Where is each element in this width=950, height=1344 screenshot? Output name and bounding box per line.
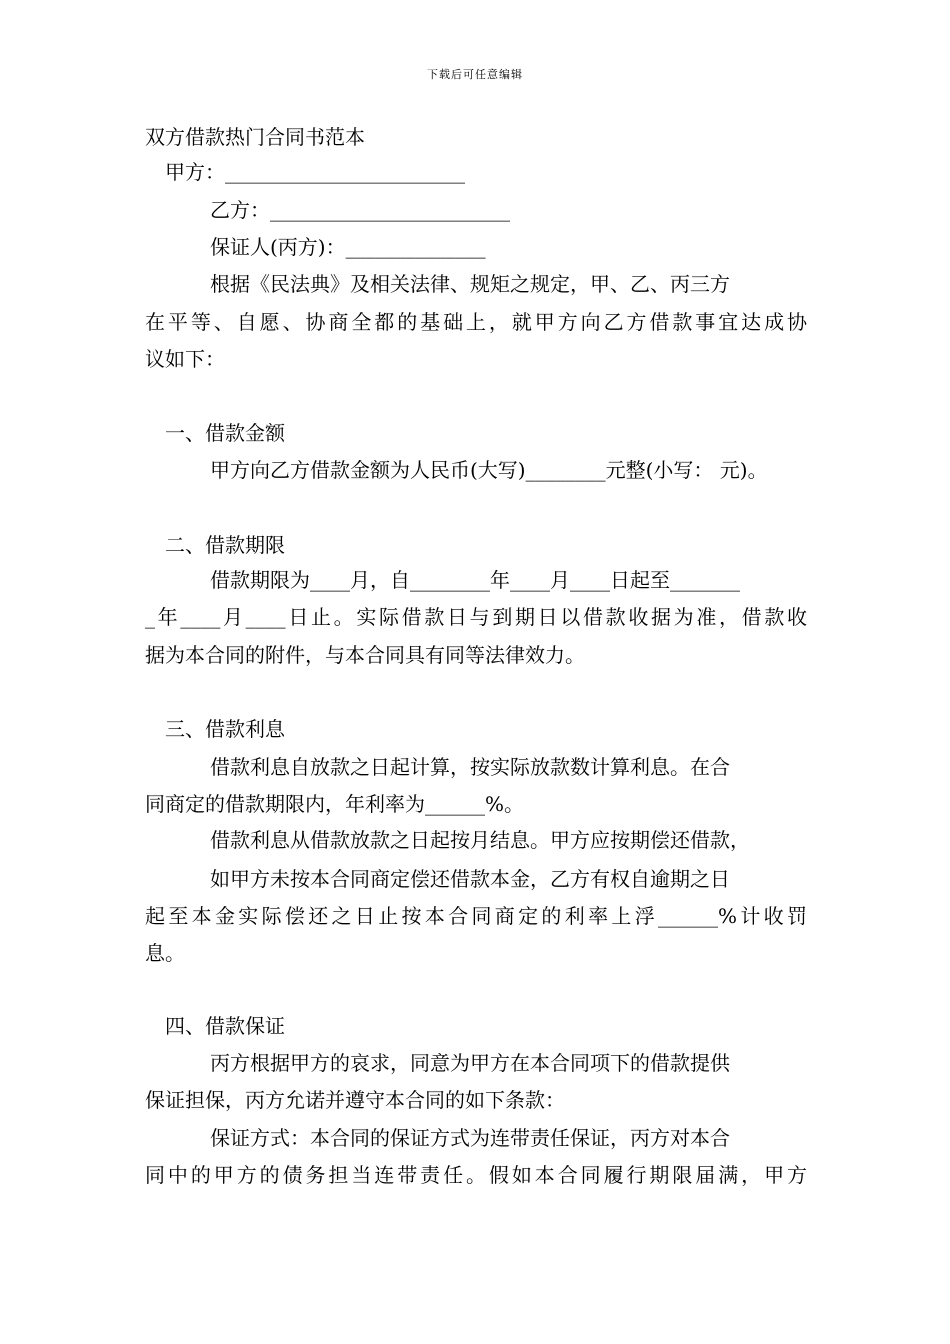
- paragraph-line: 同中的甲方的债务担当连带责任。假如本合同履行期限届满，甲方: [145, 1163, 807, 1187]
- paragraph-line: 息。: [145, 941, 185, 965]
- section-heading: 四、借款保证: [165, 1014, 285, 1038]
- paragraph-line: 同商定的借款期限内，年利率为______%。: [145, 792, 525, 816]
- paragraph-line: _年____月____日止。实际借款日与到期日以借款收据为准，借款收: [145, 605, 807, 629]
- guarantor-line: 保证人(丙方)：______________: [210, 235, 486, 259]
- intro-line: 在平等、自愿、协商全都的基础上，就甲方向乙方借款事宜达成协: [145, 310, 807, 334]
- paragraph-line: 起至本金实际偿还之日止按本合同商定的利率上浮______%计收罚: [145, 904, 807, 928]
- paragraph-line: 借款期限为____月，自________年____月____日起至_______: [210, 568, 740, 592]
- paragraph-line: 甲方向乙方借款金额为人民币(大写)________元整(小写： 元)。: [210, 458, 768, 482]
- paragraph-line: 保证方式：本合同的保证方式为连带责任保证，丙方对本合: [210, 1126, 730, 1150]
- paragraph-line: 保证担保，丙方允诺并遵守本合同的如下条款：: [145, 1088, 565, 1112]
- paragraph-line: 丙方根据甲方的哀求，同意为甲方在本合同项下的借款提供: [210, 1051, 730, 1075]
- intro-line: 议如下：: [145, 347, 225, 371]
- section-heading: 三、借款利息: [165, 717, 285, 741]
- section-heading: 一、借款金额: [165, 421, 285, 445]
- paragraph-line: 借款利息自放款之日起计算，按实际放款数计算利息。在合: [210, 755, 730, 779]
- paragraph-line: 借款利息从借款放款之日起按月结息。甲方应按期偿还借款，: [210, 828, 750, 852]
- intro-line: 根据《民法典》及相关法律、规矩之规定，甲、乙、丙三方: [210, 272, 730, 296]
- document-title: 双方借款热门合同书范本: [145, 125, 365, 149]
- paragraph-line: 据为本合同的附件，与本合同具有同等法律效力。: [145, 643, 585, 667]
- header-note: 下载后可任意编辑: [427, 68, 523, 81]
- party-b-line: 乙方：________________________: [210, 198, 510, 222]
- paragraph-line: 如甲方未按本合同商定偿还借款本金，乙方有权自逾期之日: [210, 867, 730, 891]
- section-heading: 二、借款期限: [165, 533, 285, 557]
- party-a-line: 甲方：________________________: [165, 160, 465, 184]
